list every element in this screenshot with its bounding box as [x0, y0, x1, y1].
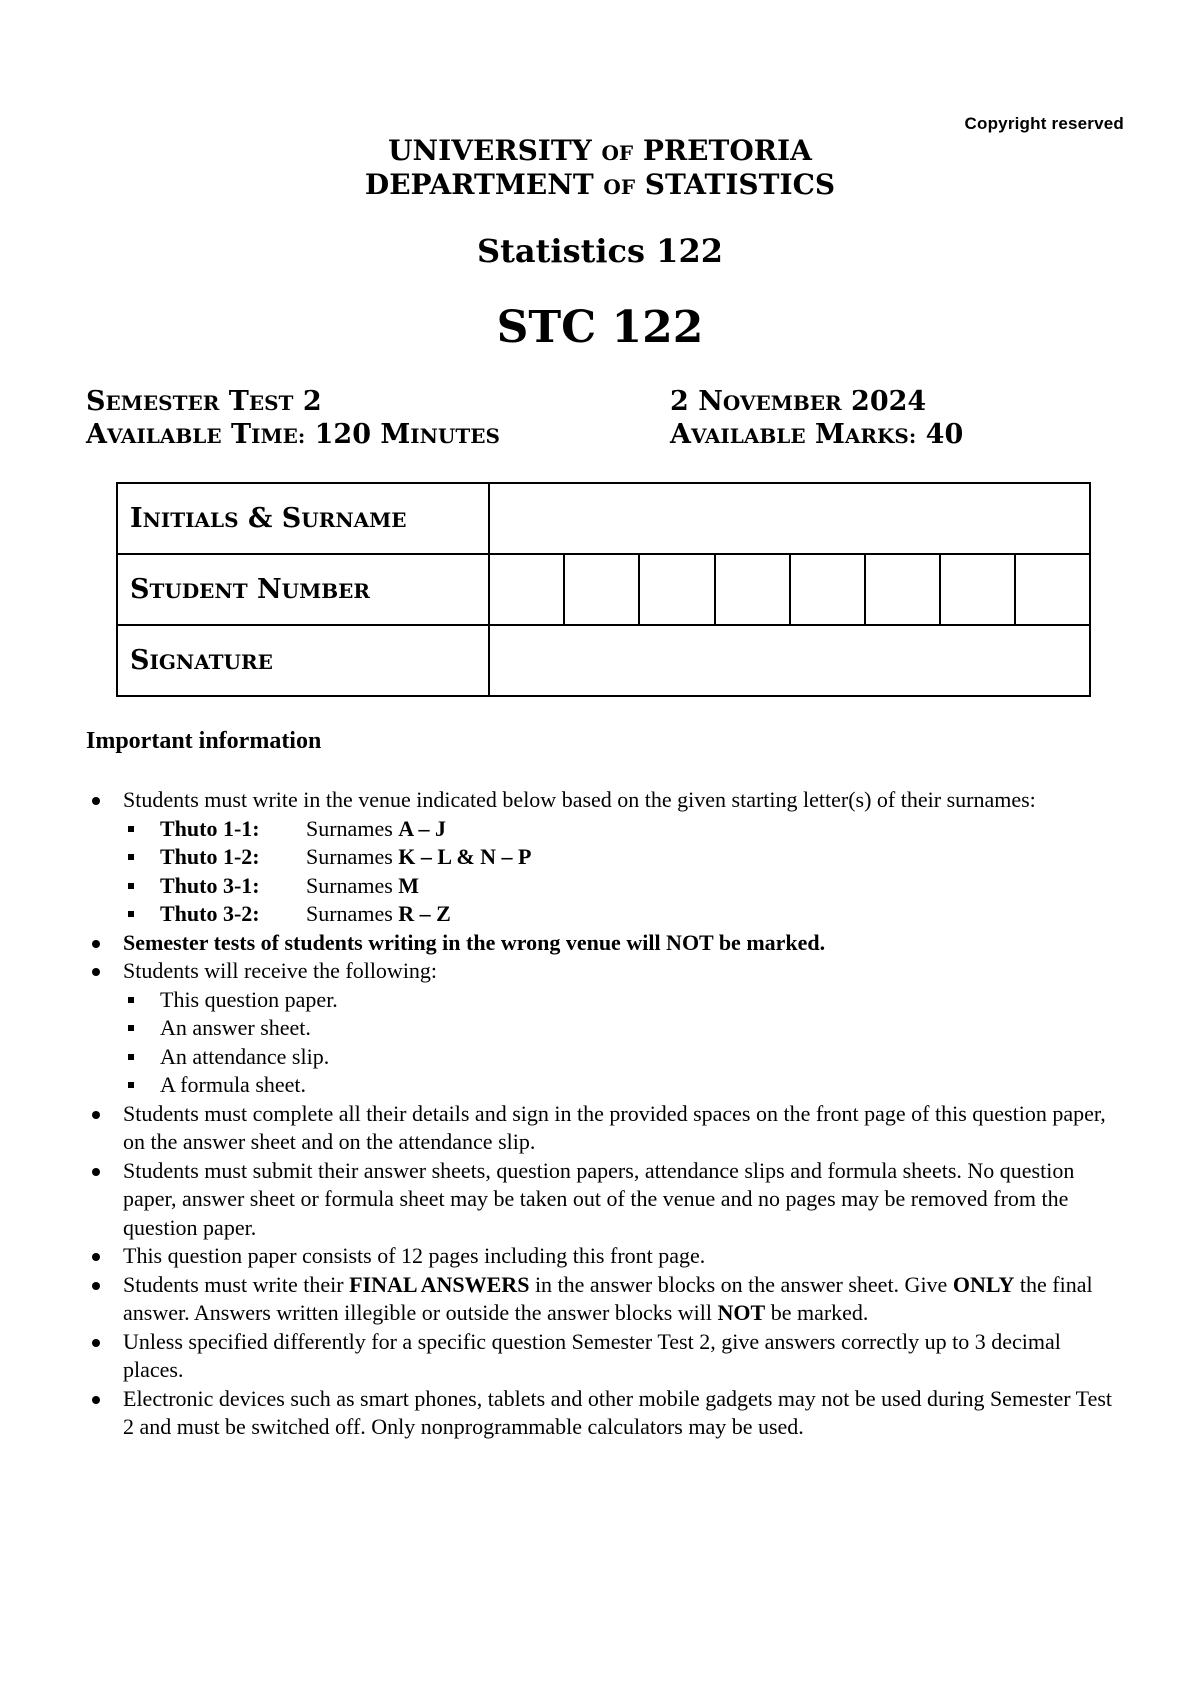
receive-item: This question paper. — [86, 986, 1126, 1015]
square-bullet-icon — [128, 997, 134, 1003]
bullet-icon — [92, 1396, 100, 1404]
available-marks: AVAILABLE MARKS: 40 — [670, 419, 964, 450]
initials-surname-row — [117, 483, 1090, 554]
bullet-icon — [92, 1253, 100, 1261]
square-bullet-icon — [128, 826, 134, 832]
bullet-icon — [92, 940, 100, 948]
list-item: Students must complete all their details and sign in the provided spaces on the front page of this question paper, on the answer sheet and on the attendance slip. — [86, 1100, 1126, 1157]
bullet-icon — [92, 1339, 100, 1347]
available-time: AVAILABLE TIME: 120 MINUTES — [86, 419, 500, 450]
student-details-table — [116, 482, 1091, 697]
signature-field[interactable] — [489, 625, 1090, 696]
square-bullet-icon — [128, 883, 134, 889]
square-bullet-icon — [128, 1082, 134, 1088]
list-item: Students must write in the venue indicated below based on the given starting letter(s) of their surnames: — [86, 786, 1126, 815]
receive-item: A formula sheet. — [86, 1071, 1126, 1100]
list-item: Students must submit their answer sheets, question papers, attendance slips and formula sheets. No question paper, answer sheet or formula sheet may be taken out of the venue and no pages may be removed from the question paper. — [86, 1157, 1126, 1243]
student-number-digit-box[interactable] — [940, 554, 1015, 625]
list-item: Electronic devices such as smart phones, tablets and other mobile gadgets may not be used during Semester Test 2 and must be switched off. Only nonprogrammable calculators may be used. — [86, 1385, 1126, 1442]
receive-item: An attendance slip. — [86, 1043, 1126, 1072]
student-number-digit-box[interactable] — [489, 554, 564, 625]
venue-item: Thuto 1-1: Surnames A – J — [86, 815, 1126, 844]
instructions-list — [86, 786, 1126, 1442]
bullet-icon — [92, 1111, 100, 1119]
student-number-row — [117, 554, 1090, 625]
venue-item: Thuto 3-2: Surnames R – Z — [86, 900, 1126, 929]
venue-item: Thuto 1-2: Surnames K – L & N – P — [86, 843, 1126, 872]
bullet-icon — [92, 1282, 100, 1290]
test-label: SEMESTER TEST 2 — [86, 386, 322, 417]
receive-item: An answer sheet. — [86, 1014, 1126, 1043]
course-code: STC 122 — [496, 302, 704, 353]
student-number-digit-box[interactable] — [639, 554, 714, 625]
list-item: Students will receive the following: — [86, 957, 1126, 986]
square-bullet-icon — [128, 1025, 134, 1031]
initials-surname-label: INITIALS & SURNAME — [117, 483, 489, 554]
student-number-digit-box[interactable] — [790, 554, 865, 625]
bullet-icon — [92, 968, 100, 976]
student-number-digit-box[interactable] — [715, 554, 790, 625]
initials-surname-field[interactable] — [489, 483, 1090, 554]
bullet-icon — [92, 1168, 100, 1176]
student-number-digit-box[interactable] — [1015, 554, 1090, 625]
student-number-digit-box[interactable] — [865, 554, 940, 625]
square-bullet-icon — [128, 854, 134, 860]
university-name: UNIVERSITY OF PRETORIA — [388, 134, 812, 167]
test-date: 2 NOVEMBER 2024 — [670, 386, 927, 417]
student-number-digit-box[interactable] — [564, 554, 639, 625]
square-bullet-icon — [128, 911, 134, 917]
list-item: This question paper consists of 12 pages including this front page. — [86, 1242, 1126, 1271]
list-item: Semester tests of students writing in the wrong venue will NOT be marked. — [86, 929, 1126, 958]
square-bullet-icon — [128, 1054, 134, 1060]
signature-label: SIGNATURE — [117, 625, 489, 696]
important-information-heading: Important information — [86, 728, 322, 754]
list-item: Students must write their FINAL ANSWERS in the answer blocks on the answer sheet. Give ONLY the final answer. Answers written illegible or outside the answer blocks will NOT be marked. — [86, 1271, 1126, 1328]
student-number-label: STUDENT NUMBER — [117, 554, 489, 625]
signature-row — [117, 625, 1090, 696]
copyright-notice: Copyright reserved — [964, 114, 1124, 133]
list-item: Unless specified differently for a specific question Semester Test 2, give answers correctly up to 3 decimal places. — [86, 1328, 1126, 1385]
course-name: Statistics 122 — [477, 232, 723, 270]
venue-item: Thuto 3-1: Surnames M — [86, 872, 1126, 901]
department-name: DEPARTMENT OF STATISTICS — [364, 168, 836, 201]
bullet-icon — [92, 797, 100, 805]
